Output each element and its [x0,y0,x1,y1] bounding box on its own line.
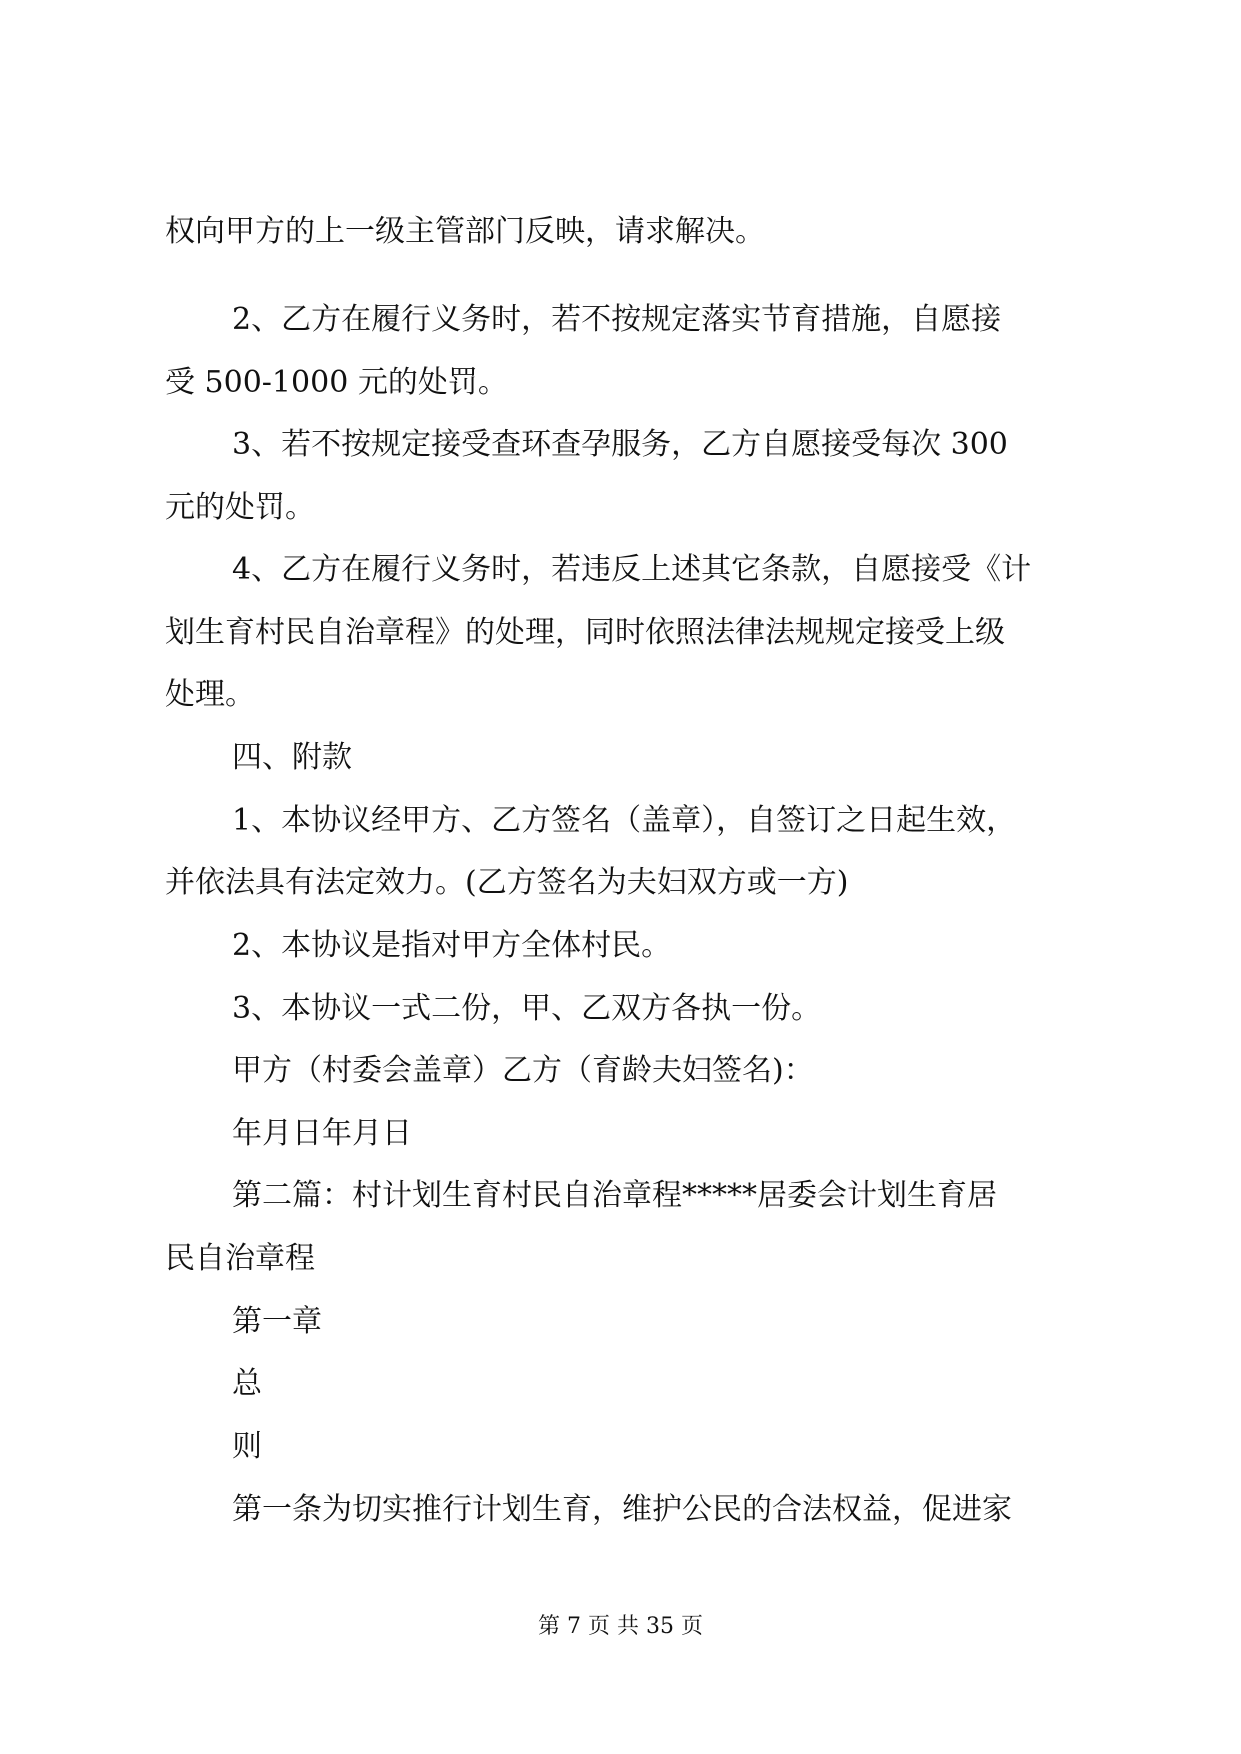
text-line: 受 500-1000 元的处罚。 [165,365,508,400]
text-line: 元的处罚。 [165,490,315,525]
text-line: 1、本协议经甲方、乙方签名（盖章），自签订之日起生效， [232,803,1017,838]
chapter-title: 第二篇：村计划生育村民自治章程*****居委会计划生育居 [232,1178,997,1213]
text-line: 权向甲方的上一级主管部门反映，请求解决。 [165,214,765,249]
text-line: 并依法具有法定效力。(乙方签名为夫妇双方或一方) [165,865,849,900]
text-line: 2、乙方在履行义务时，若不按规定落实节育措施，自愿接 [232,302,1002,337]
date-line: 年月日年月日 [232,1116,412,1151]
chapter-heading: 则 [232,1429,262,1464]
chapter-title: 民自治章程 [165,1241,315,1276]
text-line: 3、本协议一式二份，甲、乙双方各执一份。 [232,991,822,1026]
text-line: 第一条为切实推行计划生育，维护公民的合法权益，促进家 [232,1492,1012,1527]
text-line: 4、乙方在履行义务时，若违反上述其它条款，自愿接受《计 [232,552,1032,587]
text-line: 2、本协议是指对甲方全体村民。 [232,928,672,963]
section-heading: 四、附款 [232,740,352,775]
chapter-heading: 总 [232,1366,262,1401]
text-line: 划生育村民自治章程》的处理，同时依照法律法规规定接受上级 [165,615,1005,650]
chapter-heading: 第一章 [232,1304,322,1339]
signature-line: 甲方（村委会盖章）乙方（育龄夫妇签名)： [232,1053,814,1088]
text-line: 处理。 [165,677,255,712]
text-line: 3、若不按规定接受查环查孕服务，乙方自愿接受每次 300 [232,427,1008,462]
page-number-footer: 第 7 页 共 35 页 [538,1614,703,1639]
